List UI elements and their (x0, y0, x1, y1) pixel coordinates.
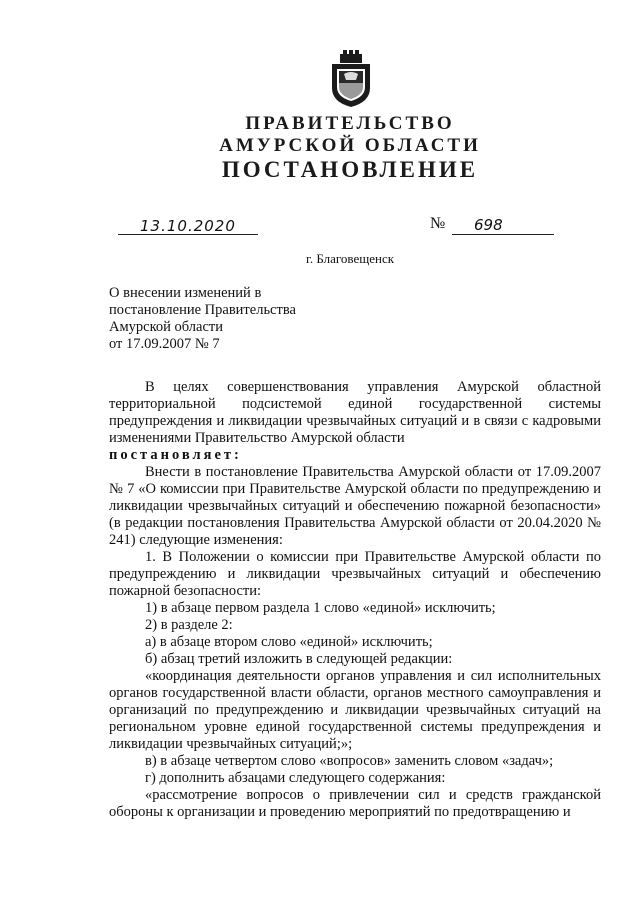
document-number: 698 (474, 216, 503, 234)
date-underline (118, 234, 258, 235)
paragraph-sub-b: б) абзац третий изложить в следующей редакции: (145, 651, 453, 667)
subject-line: от 17.09.2007 № 7 (109, 336, 220, 352)
coat-of-arms-emblem (326, 50, 376, 108)
paragraph-quote-coordination: «координация деятельности органов управления и сил исполнительных органов государственной власти области, органов местного самоуправления и организаций по предупреждению и ликвидации чрезвычайных ситуаций на региональном уровне единой государственной системы предупреждения и ликвидации чрезвычайных ситуаций;»; (109, 668, 601, 752)
paragraph-sub-1: 1) в абзаце первом раздела 1 слово «единой» исключить; (145, 600, 496, 616)
paragraph-sub-2: 2) в разделе 2: (145, 617, 233, 633)
intro-paragraph: В целях совершенствования управления Амурской областной территориальной подсистемой единой государственной системы предупреждения и ликвидации чрезвычайных ситуаций и в связи с кадровыми изменениями Правительство Амурской области (109, 379, 601, 446)
region-title: АМУРСКОЙ ОБЛАСТИ (219, 135, 481, 156)
subject-line: О внесении изменений в (109, 285, 262, 301)
document-date-field (118, 215, 258, 239)
city-name: г. Благовещенск (305, 251, 395, 266)
subject-line: Амурской области (109, 319, 223, 335)
document-subject (109, 285, 296, 353)
paragraph-sub-g: г) дополнить абзацами следующего содержания: (145, 770, 446, 786)
subject-line: постановление Правительства (109, 302, 296, 318)
paragraph-quote-civil-defense: «рассмотрение вопросов о привлечении сил и средств гражданской обороны к организации и проведению мероприятий по предотвращению и (109, 787, 601, 820)
government-title: ПРАВИТЕЛЬСТВО (245, 113, 455, 134)
resolve-word: постановляет: (109, 447, 242, 463)
number-label: № (430, 215, 446, 232)
document-number-field (452, 215, 554, 239)
document-body (109, 379, 601, 821)
paragraph-sub-v: в) в абзаце четвертом слово «вопросов» заменить словом «задач»; (145, 753, 554, 769)
paragraph-item-1: 1. В Положении о комиссии при Правительстве Амурской области по предупреждению и ликвидации чрезвычайных ситуаций и обеспечению пожарной безопасности: (109, 549, 601, 599)
paragraph-sub-a: а) в абзаце втором слово «единой» исключить; (145, 634, 433, 650)
number-underline (452, 234, 554, 235)
document-type-title: ПОСТАНОВЛЕНИЕ (221, 157, 479, 182)
paragraph-amend: Внести в постановление Правительства Амурской области от 17.09.2007 № 7 «О комиссии при Правительстве Амурской области по предупреждению и ликвидации чрезвычайных ситуаций и обеспечению пожарной безопасности» (в редакции постановления Правительства Амурской области от 20.04.2020 № 241) следующие изменения: (109, 464, 601, 548)
document-date: 13.10.2020 (140, 217, 236, 235)
